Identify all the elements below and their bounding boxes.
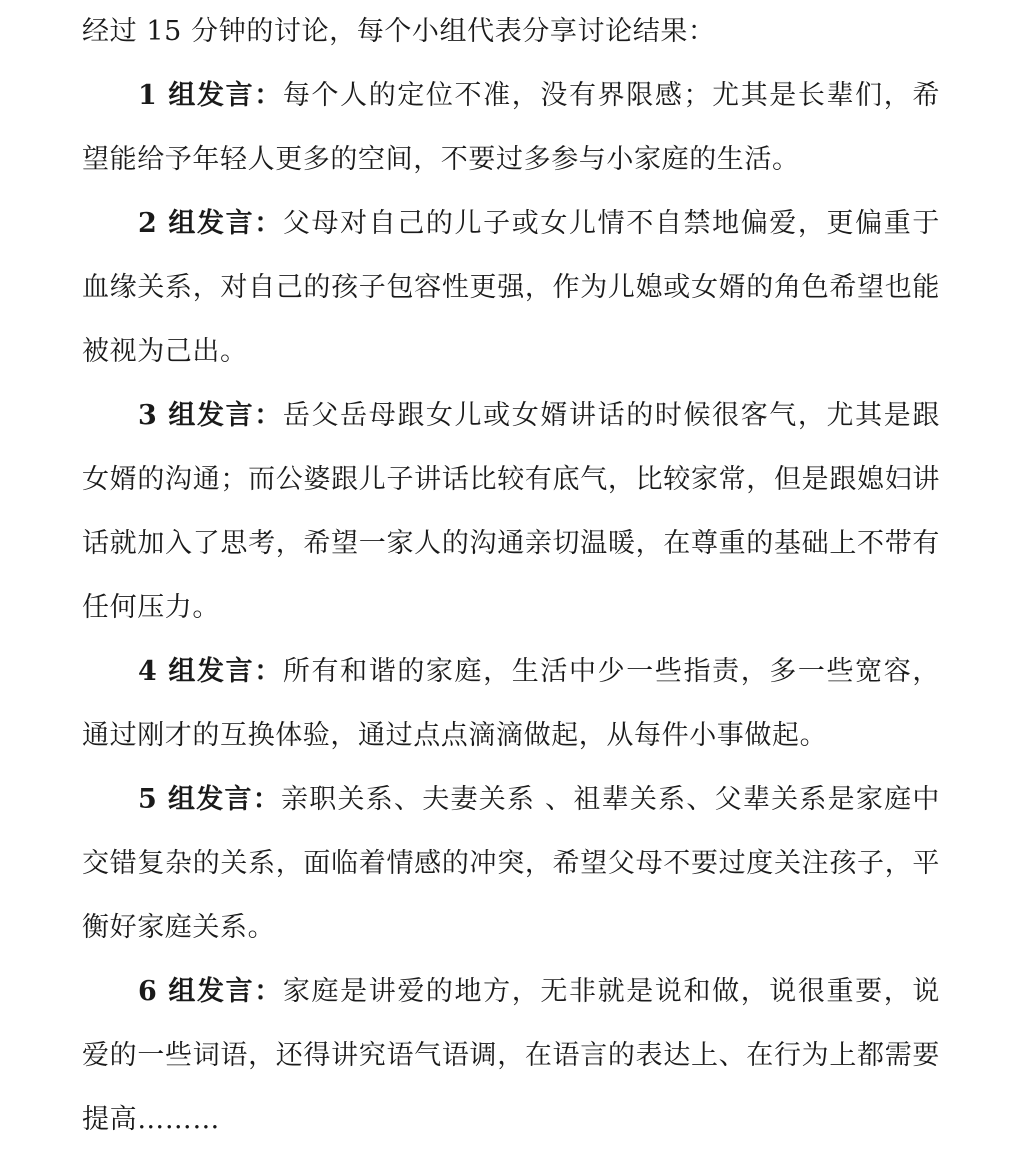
- group-2-label: 2 组发言：: [138, 208, 283, 239]
- group-2-paragraph: [82, 192, 940, 384]
- group-1-paragraph: [82, 64, 940, 192]
- group-4-label: 4 组发言：: [138, 656, 283, 687]
- group-4-text: 所有和谐的家庭，生活中少一些指责，多一些宽容，通过刚才的互换体验，通过点点滴滴做起，从每件小事做起。: [82, 656, 940, 751]
- group-3-paragraph: [82, 384, 940, 640]
- group-6-text: 家庭是讲爱的地方，无非就是说和做，说很重要，说爱的一些词语，还得讲究语气语调，在语言的表达上、在行为上都需要提高………: [82, 976, 940, 1135]
- group-6-paragraph: [82, 960, 940, 1152]
- group-3-label: 3 组发言：: [138, 400, 283, 431]
- group-1-label: 1 组发言：: [138, 80, 283, 111]
- group-3-text: 岳父岳母跟女儿或女婿讲话的时候很客气，尤其是跟女婿的沟通；而公婆跟儿子讲话比较有底气，比较家常，但是跟媳妇讲话就加入了思考，希望一家人的沟通亲切温暖，在尊重的基础上不带有任何压力。: [82, 400, 940, 623]
- group-5-text: 亲职关系、夫妻关系 、祖辈关系、父辈关系是家庭中交错复杂的关系，面临着情感的冲突，希望父母不要过度关注孩子，平衡好家庭关系。: [82, 784, 940, 943]
- group-6-label: 6 组发言：: [138, 976, 283, 1007]
- document-body: [82, 0, 940, 1152]
- intro-paragraph: 经过 15 分钟的讨论，每个小组代表分享讨论结果：: [82, 16, 716, 47]
- group-1-text: 每个人的定位不准，没有界限感；尤其是长辈们，希望能给予年轻人更多的空间，不要过多参与小家庭的生活。: [82, 80, 940, 175]
- group-4-paragraph: [82, 640, 940, 768]
- group-5-paragraph: [82, 768, 940, 960]
- group-2-text: 父母对自己的儿子或女儿情不自禁地偏爱，更偏重于血缘关系，对自己的孩子包容性更强，作为儿媳或女婿的角色希望也能被视为己出。: [82, 208, 940, 367]
- group-5-label: 5 组发言：: [138, 784, 282, 815]
